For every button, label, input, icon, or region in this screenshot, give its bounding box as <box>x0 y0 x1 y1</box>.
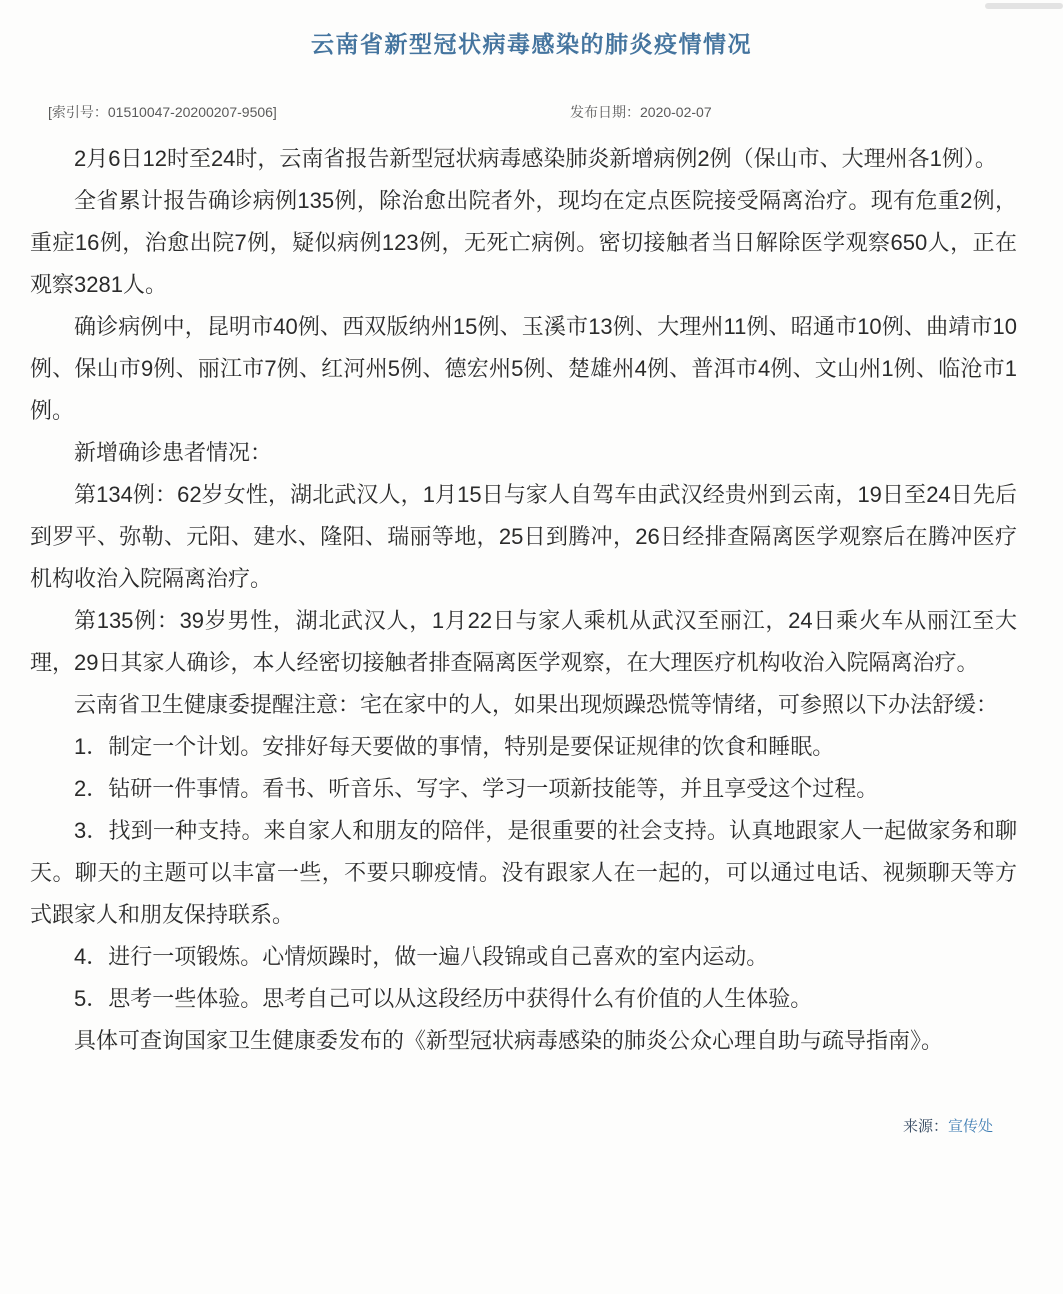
list-item-2: 2．钻研一件事情。看书、听音乐、写字、学习一项新技能等，并且享受这个过程。 <box>74 775 879 801</box>
page-title: 云南省新型冠状病毒感染的肺炎疫情情况 <box>311 31 752 57</box>
paragraph-case-134: 第134例：62岁女性，湖北武汉人，1月15日与家人自驾车由武汉经贵州到云南，19日至24日先后到罗平、弥勒、元阳、建水、隆阳、瑞丽等地，25日到腾冲，26日经排查隔离医学观察后在腾冲医疗机构收治入院隔离治疗。 <box>30 481 1017 591</box>
paragraph-section-heading: 新增确诊患者情况： <box>74 439 273 465</box>
list-item-4: 4．进行一项锻炼。心情烦躁时，做一遍八段锦或自己喜欢的室内运动。 <box>74 943 769 969</box>
list-item-1: 1．制定一个计划。安排好每天要做的事情，特别是要保证规律的饮食和睡眠。 <box>74 733 835 759</box>
index-number: [索引号：01510047-20200207-9506] <box>48 103 277 120</box>
source-link[interactable]: 宣传处 <box>947 1117 993 1135</box>
paragraph-guide-reference: 具体可查询国家卫生健康委发布的《新型冠状病毒感染的肺炎公众心理自助与疏导指南》。 <box>74 1027 944 1053</box>
source-footer <box>0 1116 993 1137</box>
source-label: 来源： <box>902 1117 948 1135</box>
paragraph-case-breakdown: 确诊病例中，昆明市40例、西双版纳州15例、玉溪市13例、大理州11例、昭通市10例、曲靖市10例、保山市9例、丽江市7例、红河州5例、德宏州5例、楚雄州4例、普洱市4例、文山州1例、临沧市1例。 <box>30 313 1017 423</box>
meta-row <box>0 102 1063 126</box>
publish-date: 发布日期：2020-02-07 <box>570 103 712 120</box>
paragraph-new-cases: 2月6日12时至24时，云南省报告新型冠状病毒感染肺炎新增病例2例（保山市、大理州各1例）。 <box>74 145 997 171</box>
scrollbar-artifact <box>985 3 1063 9</box>
paragraph-case-135: 第135例：39岁男性，湖北武汉人，1月22日与家人乘机从武汉至丽江，24日乘火车从丽江至大理，29日其家人确诊，本人经密切接触者排查隔离医学观察，在大理医疗机构收治入院隔离治疗。 <box>30 607 1017 675</box>
list-item-5: 5．思考一些体验。思考自己可以从这段经历中获得什么有价值的人生体验。 <box>74 985 813 1011</box>
paragraph-cumulative-stats: 全省累计报告确诊病例135例，除治愈出院者外，现均在定点医院接受隔离治疗。现有危重2例，重症16例，治愈出院7例，疑似病例123例，无死亡病例。密切接触者当日解除医学观察650人，正在观察3281人。 <box>30 187 1017 297</box>
paragraph-health-reminder: 云南省卫生健康委提醒注意：宅在家中的人，如果出现烦躁恐慌等情绪，可参照以下办法舒缓： <box>74 691 999 717</box>
article-body <box>0 126 1063 1062</box>
list-item-3: 3．找到一种支持。来自家人和朋友的陪伴，是很重要的社会支持。认真地跟家人一起做家务和聊天。聊天的主题可以丰富一些，不要只聊疫情。没有跟家人在一起的，可以通过电话、视频聊天等方式跟家人和朋友保持联系。 <box>30 817 1017 927</box>
